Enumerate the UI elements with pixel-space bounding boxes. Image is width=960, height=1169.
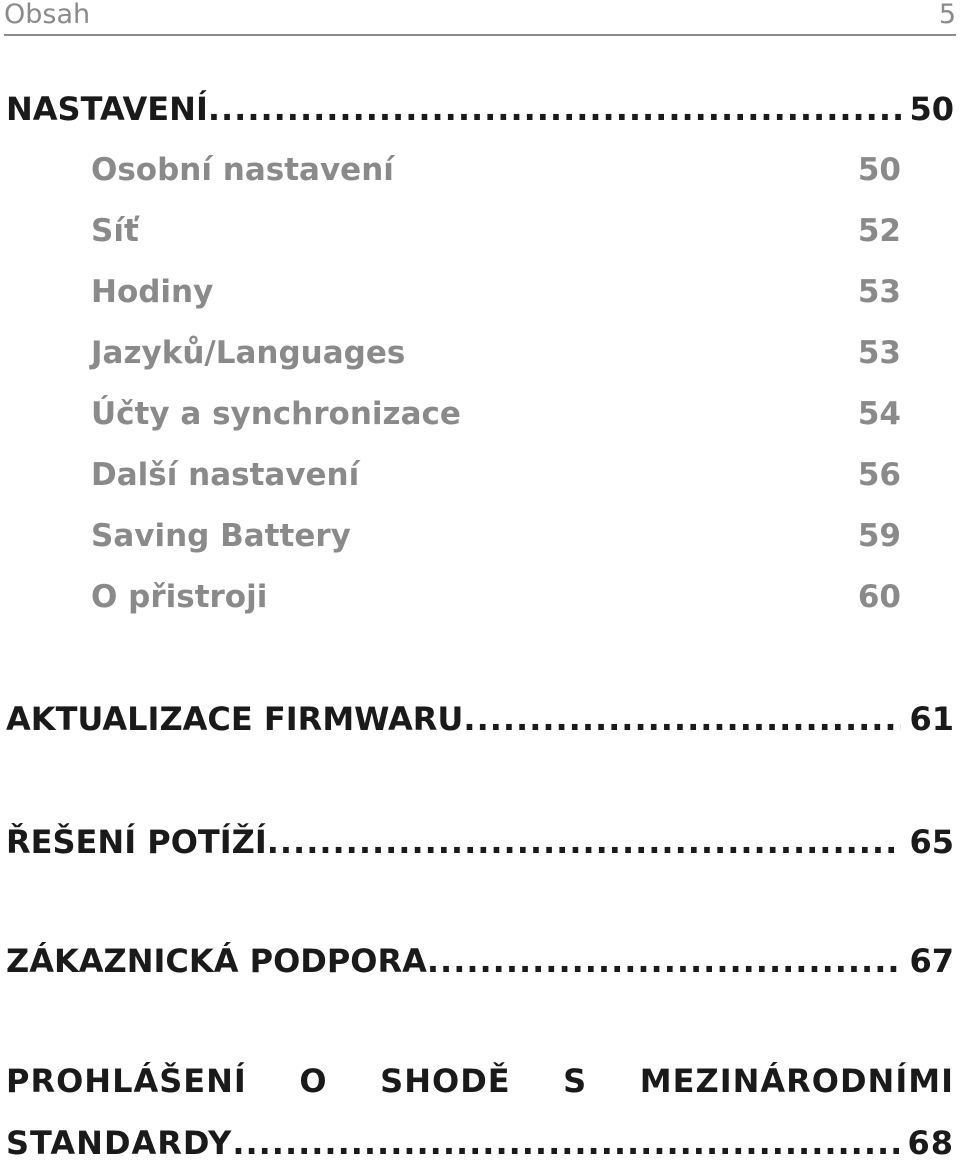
toc-subentry-page: 60 [857, 579, 901, 615]
toc-entry-page: 50 [909, 90, 954, 128]
toc-subentry[interactable] [91, 213, 901, 249]
toc-entry-reseni[interactable] [6, 823, 954, 861]
header-title: Obsah [4, 0, 91, 30]
toc-subentry[interactable] [91, 579, 901, 615]
toc-entry-prohlaseni-line1[interactable] [6, 1062, 954, 1100]
toc-entry-prohlaseni-line2[interactable] [6, 1124, 954, 1162]
toc-subentry-page: 53 [857, 335, 901, 371]
dot-leader [427, 942, 902, 980]
toc-entry-nastaveni[interactable] [6, 90, 954, 128]
toc-entry-title-word: O [299, 1062, 328, 1100]
toc-entry-title: AKTUALIZACE FIRMWARU [6, 700, 464, 738]
toc-entry-title: ŘEŠENÍ POTÍŽÍ [6, 823, 267, 861]
toc-subentry-label: Jazyků/Languages [91, 335, 406, 371]
toc-subentry[interactable] [91, 396, 901, 432]
page-header [4, 0, 956, 36]
toc-subentry-page: 56 [857, 457, 901, 493]
toc-entry-page: 68 [907, 1124, 954, 1162]
toc-entry-title: NASTAVENÍ [6, 90, 208, 128]
toc-subentry-label: O přistroji [91, 579, 268, 615]
toc-subentry[interactable] [91, 152, 901, 188]
toc-subentry-label: Síť [91, 213, 139, 249]
toc-subentry-label: Hodiny [91, 274, 214, 310]
toc-entry-firmware[interactable] [6, 700, 954, 738]
toc-subentry-label: Osobní nastavení [91, 152, 394, 188]
toc-subentry-page: 52 [857, 213, 901, 249]
toc-subentry[interactable] [91, 518, 901, 554]
toc-entry-podpora[interactable] [6, 942, 954, 980]
toc-subentry[interactable] [91, 335, 901, 371]
toc-entry-title: ZÁKAZNICKÁ PODPORA [6, 942, 427, 980]
toc-subentry-page: 54 [857, 396, 901, 432]
toc-entry-title-word: PROHLÁŠENÍ [6, 1062, 247, 1100]
toc-entry-title: STANDARDY [6, 1124, 233, 1162]
toc-entry-title-word: MEZINÁRODNÍMI [639, 1062, 954, 1100]
toc-entry-page: 67 [909, 942, 954, 980]
toc-subentry-page: 50 [857, 152, 901, 188]
toc-subentry[interactable] [91, 274, 901, 310]
toc-subentry-label: Účty a synchronizace [91, 396, 461, 432]
toc-subentry-page: 53 [857, 274, 901, 310]
dot-leader [463, 700, 901, 738]
dot-leader [208, 90, 902, 128]
dot-leader [232, 1124, 899, 1162]
toc-subentry-page: 59 [857, 518, 901, 554]
toc-entry-page: 65 [909, 823, 954, 861]
toc-entry-title-word: S [563, 1062, 588, 1100]
dot-leader [267, 823, 902, 861]
toc-subentry-label: Další nastavení [91, 457, 360, 493]
toc-subentry-label: Saving Battery [91, 518, 351, 554]
toc-subentry[interactable] [91, 457, 901, 493]
toc-entry-page: 61 [909, 700, 954, 738]
header-page-number: 5 [938, 0, 956, 30]
toc-entry-title-word: SHODĚ [380, 1062, 511, 1100]
